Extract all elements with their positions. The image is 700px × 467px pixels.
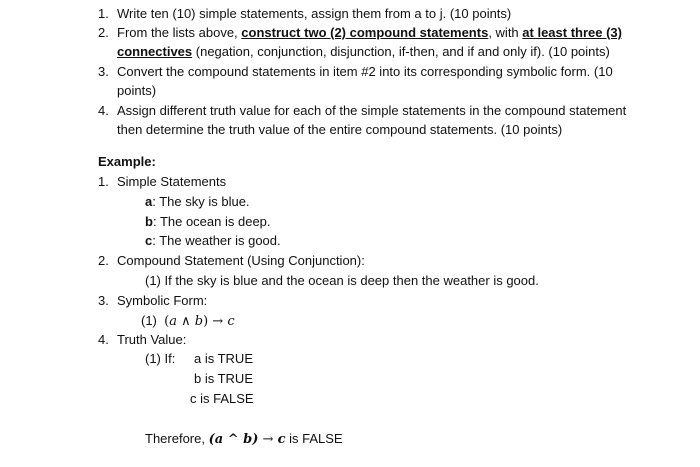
instruction-1-number: 1.	[98, 6, 109, 21]
instruction-2-mid: , with	[488, 25, 523, 40]
instruction-3-line-1: Convert the compound statements in item #2 into its corresponding symbolic form. (10	[117, 64, 613, 79]
statement-c	[145, 233, 281, 249]
symbolic-prefix: (1)	[141, 313, 157, 328]
instruction-4-line-1: Assign different truth value for each of the simple statements in the compound statement	[117, 103, 627, 118]
instruction-2-intro: From the lists above,	[117, 25, 242, 40]
symbolic-var-b: b	[194, 314, 204, 329]
instruction-2-number: 2.	[98, 25, 109, 40]
example-item-1-label: Simple Statements	[117, 174, 227, 189]
example-item-3-label: Symbolic Form:	[117, 293, 208, 308]
statement-b-var: b	[145, 214, 153, 229]
conclusion-var-b: b	[243, 432, 253, 447]
truth-prefix: (1) If:	[145, 351, 176, 366]
instruction-2-emphasis-connectives: connectives	[117, 44, 193, 59]
statement-b-text: : The ocean is deep.	[152, 214, 271, 229]
conclusion-prefix: Therefore,	[145, 431, 209, 446]
instruction-4-line-2: then determine the truth value of the entire compound statements. (10 points)	[117, 122, 563, 137]
compound-statement: (1) If the sky is blue and the ocean is deep then the weather is good.	[145, 273, 539, 288]
statement-a-text: : The sky is blue.	[152, 194, 250, 209]
symbolic-close-paren: )	[203, 314, 209, 329]
example-item-2-number: 2.	[98, 253, 109, 268]
truth-row-a: a is TRUE	[194, 351, 253, 366]
example-item-3-number: 3.	[98, 293, 109, 308]
symbolic-arrow: →	[208, 314, 228, 329]
conclusion-and: ^	[223, 432, 244, 447]
symbolic-and: ∧	[176, 314, 195, 329]
instruction-2-rest: (negation, conjunction, disjunction, if-then, and if and only if). (10 points)	[192, 44, 610, 59]
conclusion	[145, 431, 343, 448]
truth-row-c: c is FALSE	[190, 391, 254, 406]
symbolic-var-c: c	[227, 314, 235, 329]
instruction-3-line-2: points)	[117, 83, 157, 98]
conclusion-open-paren: (	[208, 432, 215, 447]
statement-c-var: c	[145, 233, 153, 248]
conclusion-result: is FALSE	[285, 431, 343, 446]
instruction-2-emphasis-three: at least three (3)	[522, 25, 622, 40]
example-item-4-label: Truth Value:	[117, 332, 187, 347]
instruction-4-number: 4.	[98, 103, 109, 118]
instruction-2-line-1	[117, 25, 622, 41]
conclusion-var-a: a	[214, 432, 224, 447]
symbolic-form	[141, 313, 235, 330]
instruction-2-line-2	[117, 44, 610, 60]
conclusion-close-paren: )	[252, 432, 259, 447]
conclusion-var-c: c	[277, 432, 286, 447]
conclusion-arrow: →	[258, 432, 278, 447]
example-item-1-number: 1.	[98, 174, 109, 189]
instruction-2-emphasis-compound: construct two (2) compound statements	[241, 25, 489, 40]
symbolic-var-a: a	[169, 314, 177, 329]
instruction-3-number: 3.	[98, 64, 109, 79]
instruction-1-text: Write ten (10) simple statements, assign them from a to j. (10 points)	[117, 6, 512, 21]
statement-c-text: : The weather is good.	[152, 233, 281, 248]
statement-b	[145, 214, 271, 230]
example-item-4-number: 4.	[98, 332, 109, 347]
statement-a-var: a	[145, 194, 153, 209]
truth-row-b: b is TRUE	[194, 371, 253, 386]
statement-a	[145, 194, 250, 210]
symbolic-open-paren: (	[164, 314, 170, 329]
example-item-2-label: Compound Statement (Using Conjunction):	[117, 253, 365, 268]
example-heading: Example:	[98, 154, 156, 169]
